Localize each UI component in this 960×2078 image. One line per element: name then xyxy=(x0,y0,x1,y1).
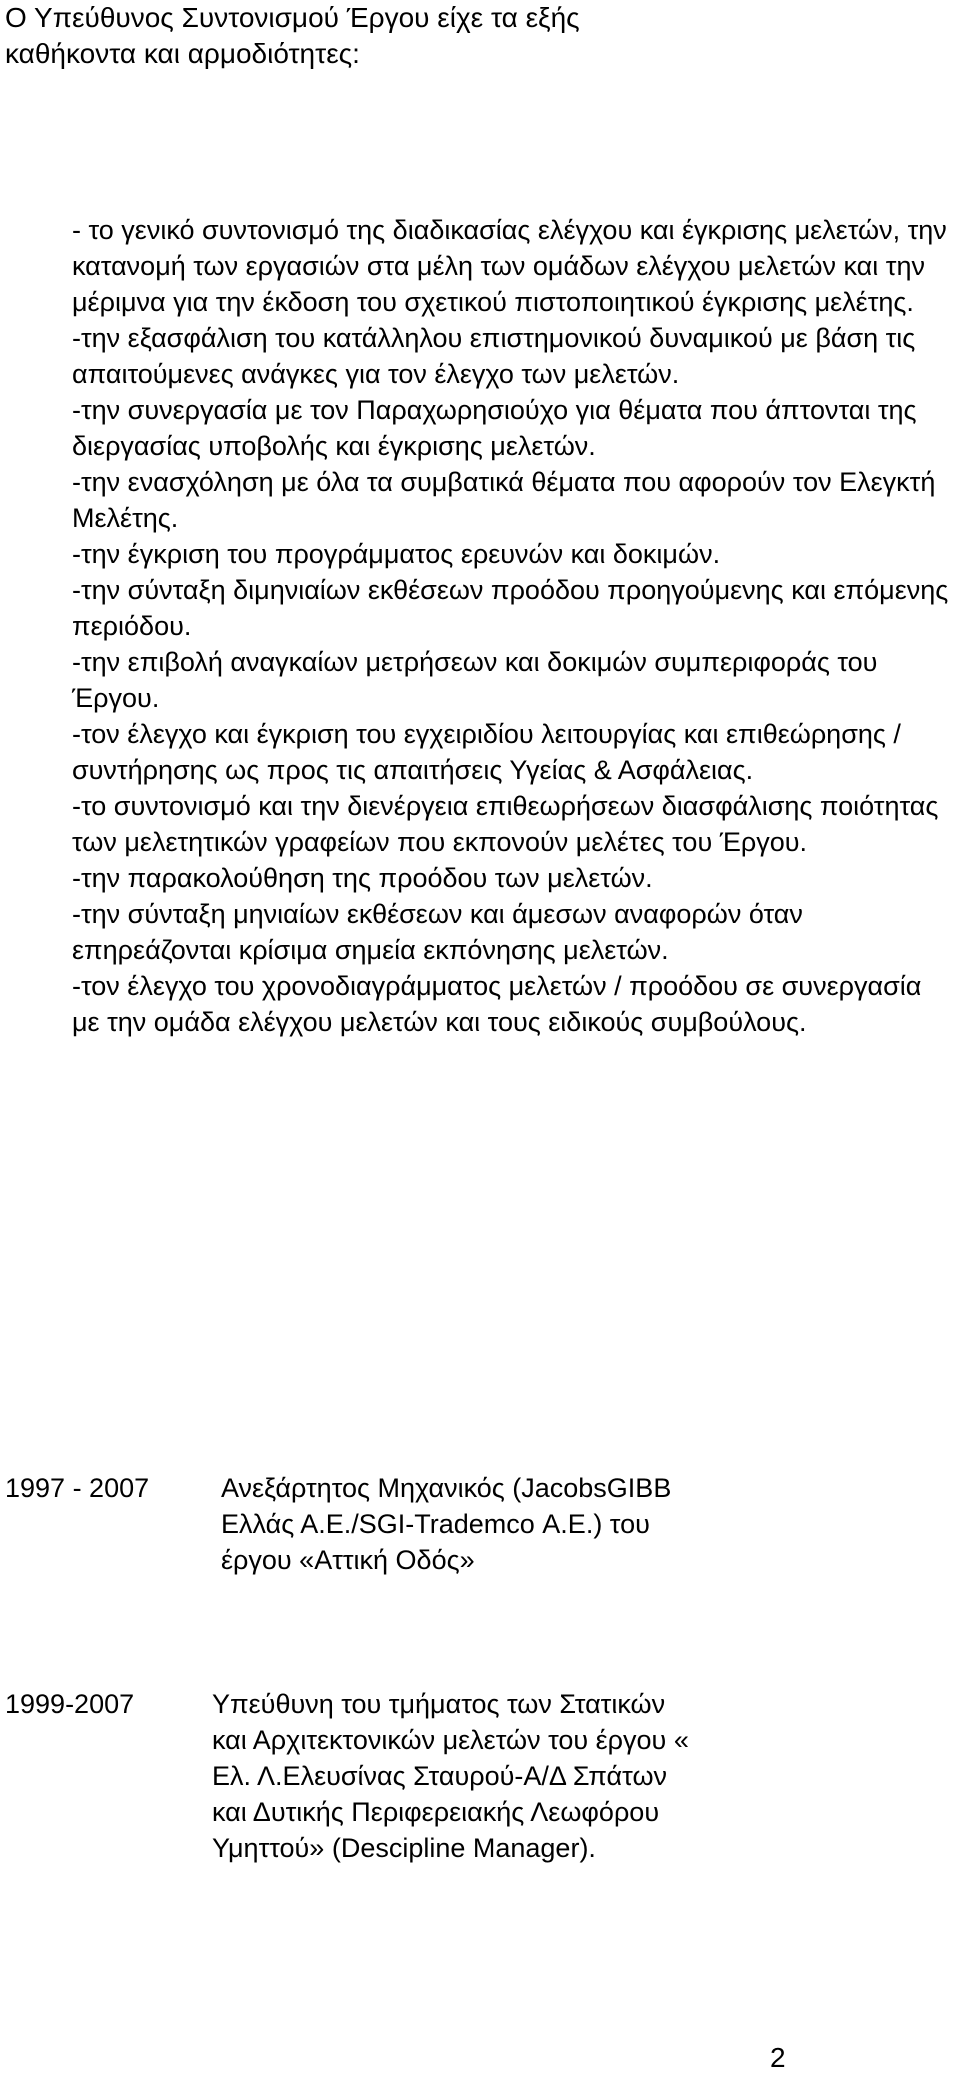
entry-description xyxy=(212,1686,912,1866)
entry-years: 1997 - 2007 xyxy=(5,1473,150,1503)
entry-line: Ελλάς Α.Ε./SGI-Trademco Α.Ε.) του xyxy=(221,1509,650,1539)
duty-item: -την ενασχόληση με όλα τα συμβατικά θέματα που αφορούν τον Ελεγκτή Μελέτης. xyxy=(72,467,936,533)
entry-line: Υπεύθυνη του τμήματος των Στατικών xyxy=(212,1689,666,1719)
duty-item: -τον έλεγχο του χρονοδιαγράμματος μελετών / προόδου σε συνεργασία με την ομάδα ελέγχου μελετών και τους ειδικούς συμβούλους. xyxy=(72,971,922,1037)
entry-line: Υμηττού» (Descipline Manager). xyxy=(212,1833,596,1863)
duty-item: -την έγκριση του προγράμματος ερευνών και δοκιμών. xyxy=(72,539,721,569)
entry-description xyxy=(221,1470,921,1578)
duty-item: -την συνεργασία με τον Παραχωρησιούχο για θέματα που άπτονται της διεργασίας υποβολής και έγκρισης μελετών. xyxy=(72,395,917,461)
duty-item: -την εξασφάλιση του κατάλληλου επιστημονικού δυναμικού με βάση τις απαιτούμενες ανάγκες για τον έλεγχο των μελετών. xyxy=(72,323,916,389)
duties-list xyxy=(72,212,952,1040)
duty-item: -την σύνταξη μηνιαίων εκθέσεων και άμεσων αναφορών όταν επηρεάζονται κρίσιμα σημεία εκπόνησης μελετών. xyxy=(72,899,803,965)
duty-item: -την επιβολή αναγκαίων μετρήσεων και δοκιμών συμπεριφοράς του Έργου. xyxy=(72,647,878,713)
entry-years: 1999-2007 xyxy=(5,1689,135,1719)
intro-line-1: Ο Υπεύθυνος Συντονισμού Έργου είχε τα εξής xyxy=(5,2,580,33)
duty-item: -τον έλεγχο και έγκριση του εγχειριδίου λειτουργίας και επιθεώρησης / συντήρησης ως προς τις απαιτήσεις Υγείας & Ασφάλειας. xyxy=(72,719,901,785)
entry-line: και Δυτικής Περιφερειακής Λεωφόρου xyxy=(212,1797,660,1827)
entry-line: Ανεξάρτητος Μηχανικός (JacobsGIBB xyxy=(221,1473,672,1503)
entry-line: Ελ. Λ.Ελευσίνας Σταυρού-Α/Δ Σπάτων xyxy=(212,1761,668,1791)
entry-line: έργου «Αττική Οδός» xyxy=(221,1545,475,1575)
intro-heading xyxy=(5,0,945,72)
intro-line-2: καθήκοντα και αρμοδιότητες: xyxy=(5,38,360,69)
duty-item: -την παρακολούθηση της προόδου των μελετών. xyxy=(72,863,653,893)
page-number: 2 xyxy=(770,2042,786,2073)
entry-line: και Αρχιτεκτονικών μελετών του έργου « xyxy=(212,1725,689,1755)
duty-item: -το συντονισμό και την διενέργεια επιθεωρήσεων διασφάλισης ποιότητας των μελετητικών γραφείων που εκπονούν μελέτες του Έργου. xyxy=(72,791,939,857)
duty-item: -την σύνταξη διμηνιαίων εκθέσεων προόδου προηγούμενης και επόμενης περιόδου. xyxy=(72,575,949,641)
duty-item: - το γενικό συντονισμό της διαδικασίας ελέγχου και έγκρισης μελετών, την κατανομή των εργασιών στα μέλη των ομάδων ελέγχου μελετών και την μέριμνα για την έκδοση του σχετικού πιστοποιητικού έγκρισης μελέτης. xyxy=(72,215,947,317)
